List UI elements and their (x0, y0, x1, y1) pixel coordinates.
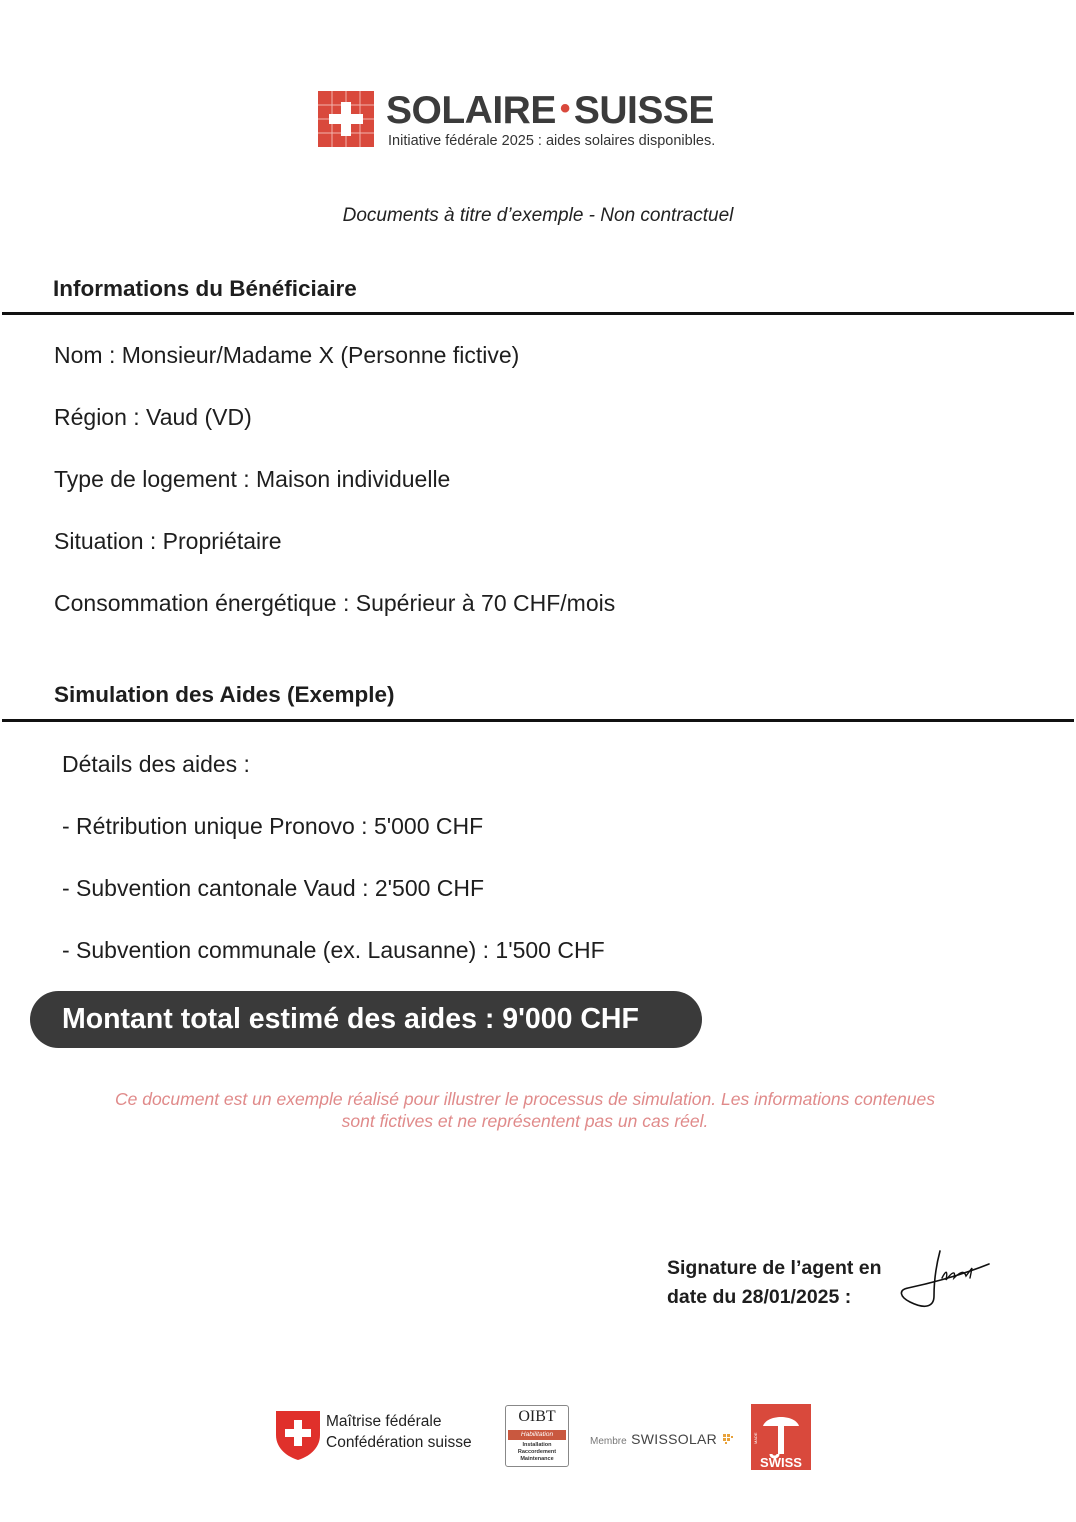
field-housing-type: Type de logement : Maison individuelle (54, 466, 451, 492)
brand-tagline: Initiative fédérale 2025 : aides solaires disponibles. (388, 133, 716, 149)
fictive-disclaimer (60, 1088, 990, 1132)
aid-item-communal: - Subvention communale (ex. Lausanne) : 1'500 CHF (62, 937, 605, 963)
section-divider (2, 719, 1074, 722)
total-amount-banner: Montant total estimé des aides : 9'000 CHF (30, 991, 702, 1048)
beneficiary-section-title: Informations du Bénéficiaire (53, 276, 357, 301)
sun-icon (722, 1433, 734, 1445)
swiss-made-badge (751, 1404, 811, 1470)
simulation-section-title: Simulation des Aides (Exemple) (54, 682, 395, 707)
swissolar-member-badge: Membre SWISSOLAR (590, 1431, 734, 1449)
oibt-badge (505, 1405, 569, 1467)
aid-details-label: Détails des aides : (62, 751, 250, 777)
example-notice: Documents à titre d’exemple - Non contractuel (342, 205, 734, 226)
oibt-band: Habilitation (508, 1430, 566, 1440)
field-region: Région : Vaud (VD) (54, 404, 252, 430)
signature-image (896, 1248, 991, 1313)
field-energy-consumption: Consommation énergétique : Supérieur à 70 CHF/mois (54, 590, 616, 616)
aid-item-pronovo: - Rétribution unique Pronovo : 5'000 CHF (62, 813, 484, 839)
brand-name: SOLAIRE • SUISSE (386, 89, 714, 132)
field-name: Nom : Monsieur/Madame X (Personne fictive) (54, 342, 520, 368)
field-situation: Situation : Propriétaire (54, 528, 282, 554)
signature-label: Signature de l’agent en date du 28/01/2025 : (667, 1257, 882, 1308)
oibt-details: Installation Raccordement Maintenance (517, 1442, 557, 1462)
swiss-shield-icon (274, 1409, 322, 1461)
disclaimer-line: Ce document est un exemple réalisé pour illustrer le processus de simulation. Les informations contenues (114, 1089, 935, 1109)
aid-item-cantonal: - Subvention cantonale Vaud : 2'500 CHF (62, 875, 485, 901)
section-divider (2, 312, 1074, 315)
swiss-made-small-text: MADE (753, 1432, 758, 1444)
brand-logo (318, 88, 758, 150)
swiss-solar-grid-icon (318, 91, 374, 147)
oibt-title: OIBT (518, 1408, 556, 1425)
disclaimer-line: sont fictives et ne représentent pas un cas réel. (341, 1111, 709, 1131)
swiss-made-text: SWISS (760, 1455, 802, 1470)
federal-mastery-label: Maîtrise fédérale Confédération suisse (326, 1413, 472, 1451)
